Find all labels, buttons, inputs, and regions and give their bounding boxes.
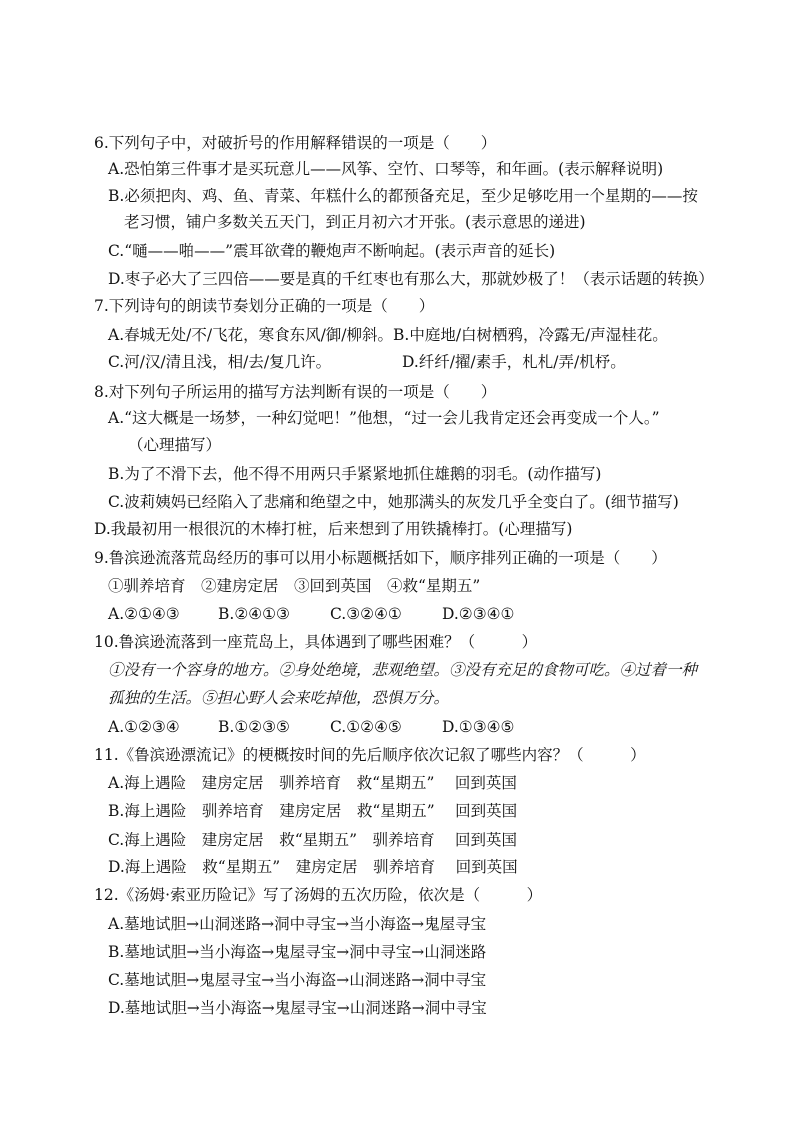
q6-option-c: C.“嗵——啪——”震耳欲聋的鞭炮声不断响起。(表示声音的延长) [108, 242, 556, 260]
q10-option-c: C.①②④⑤ [330, 718, 402, 736]
q12-stem: 12.《汤姆·索亚历险记》写了汤姆的五次历险，依次是（ ） [94, 886, 543, 904]
q8-option-a-line1: A.“这大概是一场梦，一种幻觉吧！”他想，“过一会儿我肯定还会再变成一个人。” [108, 409, 660, 427]
q12-option-c: C.墓地试胆→鬼屋寻宝→当小海盗→山洞迷路→洞中寻宝 [108, 971, 487, 989]
q12-option-d: D.墓地试胆→当小海盗→鬼屋寻宝→山洞迷路→洞中寻宝 [108, 999, 487, 1017]
q9-stem: 9.鲁滨逊流落荒岛经历的事可以用小标题概括如下，顺序排列正确的一项是（ ） [94, 549, 667, 567]
q6-option-d: D.枣子必大了三四倍——要是真的千红枣也有那么大，那就妙极了！（表示话题的转换） [108, 270, 714, 288]
q9-option-d: D.②③④① [442, 605, 515, 623]
q7-option-ab: A.春城无处/不/飞花，寒食东风/御/柳斜。B.中庭地/白树栖鸦，冷露无/声湿桂花。 [108, 326, 668, 344]
q8-option-a-line2: （心理描写） [128, 436, 222, 454]
q9-option-b: B.②④①③ [218, 605, 290, 623]
q6-stem: 6.下列句子中，对破折号的作用解释错误的一项是（ ） [94, 134, 497, 152]
q12-option-b: B.墓地试胆→当小海盗→鬼屋寻宝→洞中寻宝→山洞迷路 [108, 943, 487, 961]
q10-option-b: B.①②③⑤ [218, 718, 290, 736]
q10-text-line2: 孤独的生活。⑤担心野人会来吃掉他，恐惧万分。 [108, 689, 450, 707]
q11-option-a: A.海上遇险 建房定居 驯养培育 救“星期五” 回到英国 [108, 774, 517, 792]
q10-text-line1: ①没有一个容身的地方。②身处绝境，悲观绝望。③没有充足的食物可吃。④过着一种 [108, 661, 698, 679]
q10-stem: 10.鲁滨逊流落到一座荒岛上，具体遇到了哪些困难？（ ） [94, 633, 538, 651]
q8-option-b: B.为了不滑下去，他不得不用两只手紧紧地抓住雄鹅的羽毛。(动作描写) [108, 465, 602, 483]
q10-option-a: A.①②③④ [108, 718, 180, 736]
q7-option-c: C.河/汉/清且浅，相/去/复几许。 [108, 353, 332, 371]
q11-stem: 11.《鲁滨逊漂流记》的梗概按时间的先后顺序依次记叙了哪些内容？（ ） [94, 746, 646, 764]
q11-option-d: D.海上遇险 救“星期五” 建房定居 驯养培育 回到英国 [108, 858, 518, 876]
q12-option-a: A.墓地试胆→山洞迷路→洞中寻宝→当小海盗→鬼屋寻宝 [108, 915, 487, 933]
q9-items: ①驯养培育 ②建房定居 ③回到英国 ④救“星期五” [108, 577, 481, 595]
q10-option-d: D.①③④⑤ [442, 718, 515, 736]
q11-option-c: C.海上遇险 建房定居 救“星期五” 驯养培育 回到英国 [108, 831, 518, 849]
q9-option-a: A.②①④③ [108, 605, 180, 623]
q6-option-a: A.恐怕第三件事才是买玩意儿——风筝、空竹、口琴等，和年画。(表示解释说明) [108, 160, 664, 178]
q8-option-d: D.我最初用一根很沉的木棒打桩，后来想到了用铁撬棒打。(心理描写) [94, 520, 573, 538]
q7-option-d: D.纤纤/擢/素手，札札/弄/机杼。 [402, 353, 626, 371]
q9-option-c: C.③②④① [330, 605, 402, 623]
q6-option-b-line2: 老习惯，铺户多数关五天门，到正月初六才开张。(表示意思的递进) [124, 213, 586, 231]
q11-option-b: B.海上遇险 驯养培育 建房定居 救“星期五” 回到英国 [108, 802, 518, 820]
q8-option-c: C.波莉姨妈已经陷入了悲痛和绝望之中，她那满头的灰发几乎全变白了。(细节描写) [108, 493, 679, 511]
q6-option-b-line1: B.必须把肉、鸡、鱼、青菜、年糕什么的都预备充足，至少足够吃用一个星期的——按 [108, 187, 698, 205]
q8-stem: 8.对下列句子所运用的描写方法判断有误的一项是（ ） [94, 383, 497, 401]
q7-stem: 7.下列诗句的朗读节奏划分正确的一项是（ ） [94, 297, 435, 315]
